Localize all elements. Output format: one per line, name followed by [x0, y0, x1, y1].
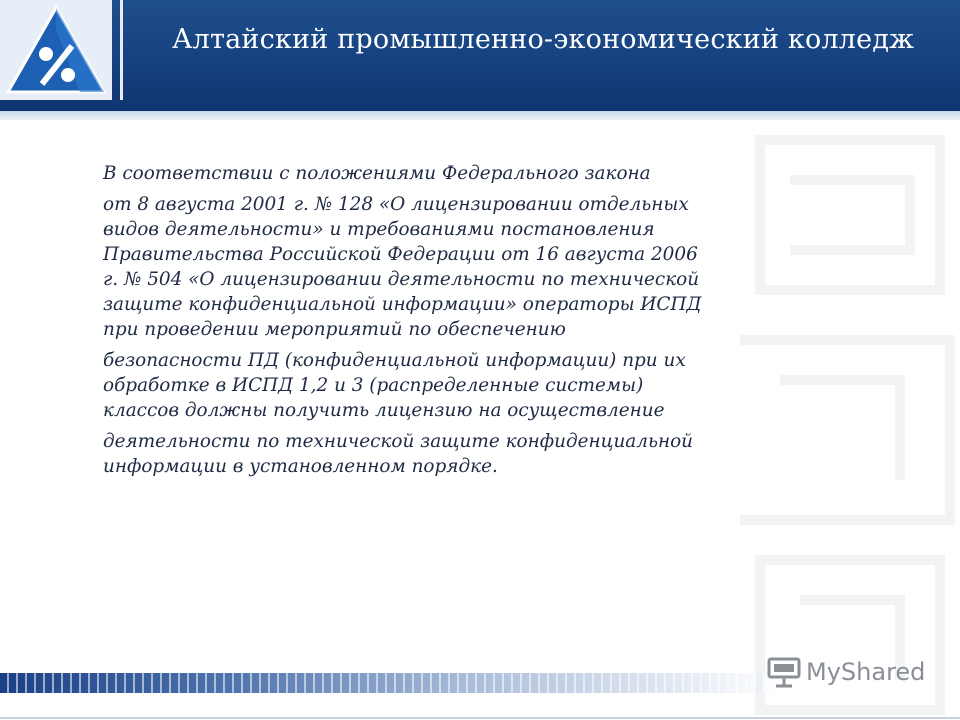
bottom-rule: [0, 717, 960, 719]
slide-body-text: [103, 161, 823, 479]
text-line: классов должны получить лицензию на осуществление: [103, 400, 665, 421]
text-line: безопасности ПД (конфиденциальной информации) при их: [103, 350, 686, 371]
text-line: защите конфиденциальной информации» операторы ИСПД: [103, 294, 702, 315]
header-bar: [0, 0, 960, 111]
footer-stripes: [0, 673, 780, 693]
text-line: от 8 августа 2001 г. № 128 «О лицензировании отдельных: [103, 194, 689, 215]
text-line: Правительства Российской Федерации от 16 августа 2006: [103, 244, 698, 265]
logo-divider: [120, 0, 123, 100]
text-line: информации в установленном порядке.: [103, 456, 498, 477]
text-line: при проведении мероприятий по обеспечению: [103, 319, 566, 340]
text-line: деятельности по технической защите конфиденциальной: [103, 431, 694, 452]
college-title: Алтайский промышленно-экономический колледж: [172, 24, 915, 55]
text-line: г. № 504 «О лицензировании деятельности по технической: [103, 269, 700, 290]
presentation-icon: [766, 656, 802, 688]
text-line: видов деятельности» и требованиями постановления: [103, 219, 655, 240]
text-line: В соответствии с положениями Федерального закона: [103, 163, 651, 184]
college-logo-icon: [0, 0, 112, 100]
text-line: обработке в ИСПД 1,2 и 3 (распределенные системы): [103, 375, 644, 396]
header-underline: [0, 111, 960, 120]
brand-watermark[interactable]: [766, 652, 925, 692]
brand-label: MyShared: [806, 658, 926, 686]
